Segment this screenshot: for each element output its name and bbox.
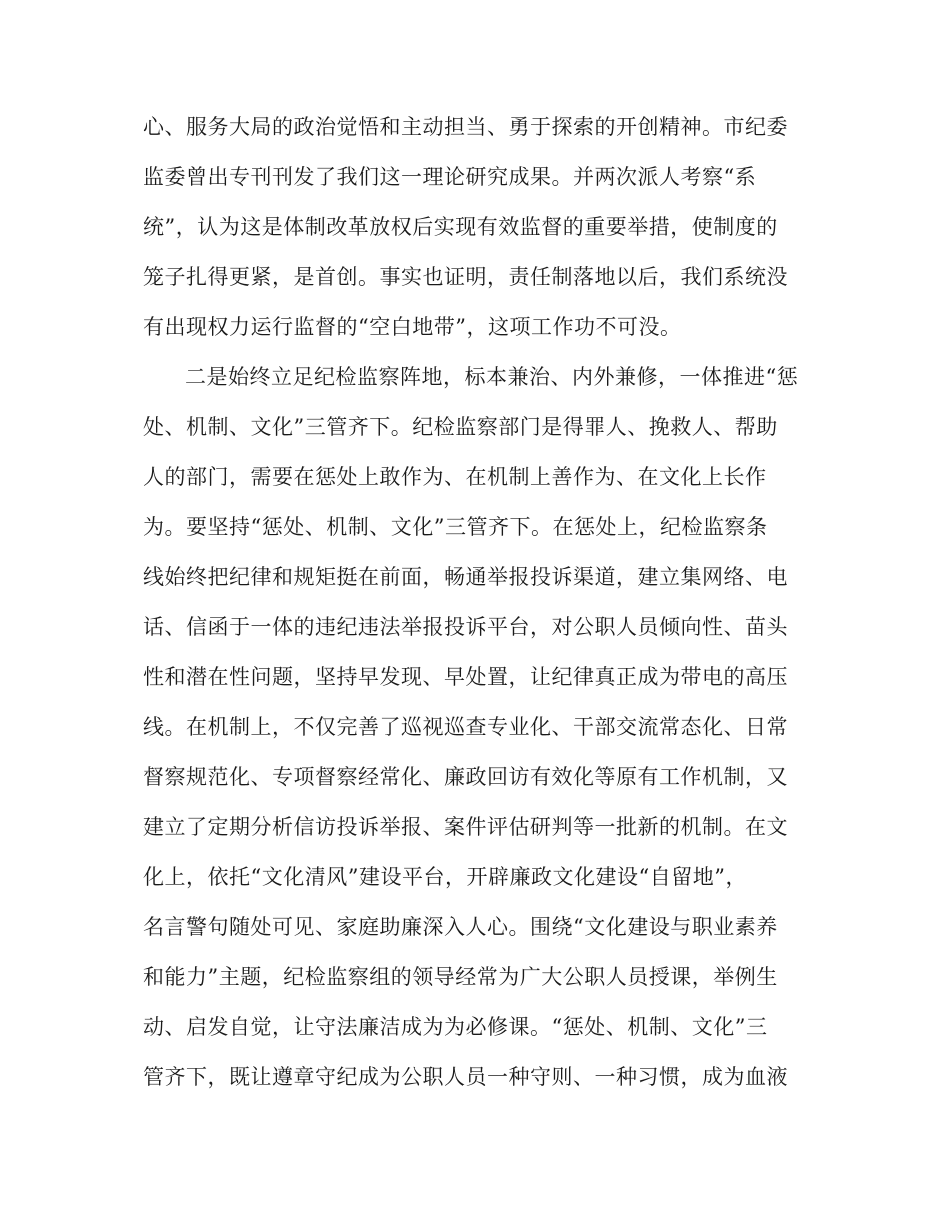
text-line: 处、机制、文化”三管齐下。纪检监察部门是得罪人、挽救人、帮助: [143, 415, 778, 439]
paragraph-start-line: 二是始终立足纪检监察阵地，标本兼治、内外兼修，一体推进“惩: [185, 365, 799, 389]
text-line: 统”，认为这是体制改革放权后实现有效监督的重要举措，使制度的: [143, 215, 778, 239]
text-line: 线。在机制上，不仅完善了巡视巡查专业化、干部交流常态化、日常: [143, 715, 788, 739]
text-line: 性和潜在性问题，坚持早发现、早处置，让纪律真正成为带电的高压: [143, 665, 788, 689]
text-line: 管齐下，既让遵章守纪成为公职人员一种守则、一种习惯，成为血液: [143, 1065, 788, 1089]
text-line: 人的部门，需要在惩处上敢作为、在机制上善作为、在文化上长作: [143, 465, 767, 489]
text-line: 为。要坚持“惩处、机制、文化”三管齐下。在惩处上，纪检监察条: [143, 515, 768, 539]
text-line: 监委曾出专刊刊发了我们这一理论研究成果。并两次派人考察“系: [143, 165, 757, 189]
text-line: 线始终把纪律和规矩挺在前面，畅通举报投诉渠道，建立集网络、电: [143, 565, 788, 589]
text-line: 话、信函于一体的违纪违法举报投诉平台，对公职人员倾向性、苗头: [143, 615, 788, 639]
text-line: 建立了定期分析信访投诉举报、案件评估研判等一批新的机制。在文: [143, 815, 788, 839]
text-line: 笼子扎得更紧，是首创。事实也证明，责任制落地以后，我们系统没: [143, 265, 788, 289]
text-line: 和能力”主题，纪检监察组的领导经常为广大公职人员授课，举例生: [143, 965, 778, 989]
text-line: 有出现权力运行监督的“空白地带”，这项工作功不可没。: [143, 315, 682, 339]
text-line: 动、启发自觉，让守法廉洁成为为必修课。“惩处、机制、文化”三: [143, 1015, 768, 1039]
text-line: 督察规范化、专项督察经常化、廉政回访有效化等原有工作机制，又: [143, 765, 788, 789]
text-line: 名言警句随处可见、家庭助廉深入人心。围绕“文化建设与职业素养: [143, 915, 778, 939]
text-line: 化上，依托“文化清风”建设平台，开辟廉政文化建设“自留地”，: [143, 865, 747, 889]
text-line: 心、服务大局的政治觉悟和主动担当、勇于探索的开创精神。市纪委: [143, 115, 788, 139]
